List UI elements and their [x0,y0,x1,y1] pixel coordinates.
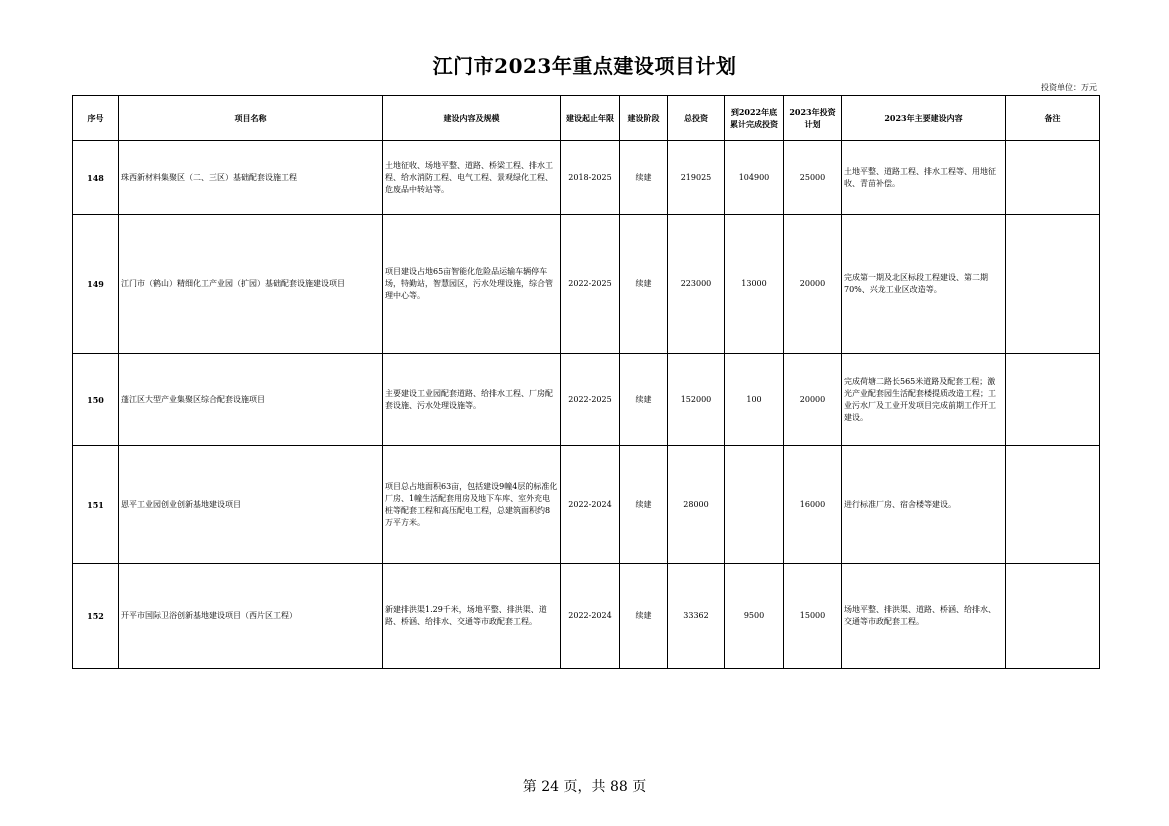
row-name: 珠西新材料集聚区（二、三区）基础配套设施工程 [119,141,383,215]
row-completed: 9500 [725,564,784,669]
row-remark [1006,354,1100,446]
unit-label: 投资单位：万元 [1041,83,1097,92]
header-completed: 到2022年底累计完成投资 [725,96,784,141]
row-stage: 续建 [620,564,668,669]
row-total: 33362 [668,564,725,669]
row-seq: 152 [73,564,119,669]
row-content: 项目建设占地65亩智能化危险品运输车辆停车场，特勤站，智慧园区，污水处理设施，综合管理中心等。 [383,215,561,354]
table-header-row [73,96,1100,141]
row-total: 223000 [668,215,725,354]
row-plan2023: 20000 [784,215,842,354]
row-period: 2022-2025 [561,215,620,354]
row-total: 28000 [668,446,725,564]
row-name: 恩平工业园创业创新基地建设项目 [119,446,383,564]
header-name: 项目名称 [119,96,383,141]
row-completed: 100 [725,354,784,446]
row-period: 2022-2024 [561,446,620,564]
project-table [72,95,1100,669]
row-completed: 13000 [725,215,784,354]
table-row [73,354,1100,446]
row-plan2023: 20000 [784,354,842,446]
page-title: 江门市2023年重点建设项目计划 [432,54,737,78]
row-period: 2022-2025 [561,354,620,446]
row-remark [1006,446,1100,564]
row-completed: 104900 [725,141,784,215]
table-row [73,141,1100,215]
row-stage: 续建 [620,141,668,215]
row-content: 主要建设工业园配套道路、给排水工程、厂房配套设施、污水处理设施等。 [383,354,561,446]
page-footer: 第 24 页，共 88 页 [522,779,647,795]
row-content: 新建排洪渠1.29千米，场地平整、排洪渠、道路、桥涵、给排水、交通等市政配套工程。 [383,564,561,669]
row-seq: 149 [73,215,119,354]
header-stage: 建设阶段 [620,96,668,141]
row-total: 152000 [668,354,725,446]
row-remark [1006,564,1100,669]
row-main2023: 完成第一期及北区标段工程建设、第二期70%、兴龙工业区改造等。 [842,215,1006,354]
row-plan2023: 16000 [784,446,842,564]
row-stage: 续建 [620,354,668,446]
header-seq: 序号 [73,96,119,141]
row-main2023: 完成荷塘二路长565米道路及配套工程；激光产业配套园生活配套楼提质改造工程；工业污水厂及工业开发项目完成前期工作开工建设。 [842,354,1006,446]
row-remark [1006,141,1100,215]
header-period: 建设起止年限 [561,96,620,141]
header-main2023: 2023年主要建设内容 [842,96,1006,141]
row-stage: 续建 [620,215,668,354]
row-period: 2018-2025 [561,141,620,215]
row-content: 土地征收、场地平整、道路、桥梁工程、排水工程、给水消防工程、电气工程、景观绿化工程、危废品中转站等。 [383,141,561,215]
row-main2023: 进行标准厂房、宿舍楼等建设。 [842,446,1006,564]
row-total: 219025 [668,141,725,215]
row-seq: 151 [73,446,119,564]
row-plan2023: 25000 [784,141,842,215]
row-period: 2022-2024 [561,564,620,669]
table-row [73,446,1100,564]
row-plan2023: 15000 [784,564,842,669]
row-seq: 148 [73,141,119,215]
header-total: 总投资 [668,96,725,141]
row-main2023: 土地平整、道路工程、排水工程等、用地征收、青苗补偿。 [842,141,1006,215]
header-remark: 备注 [1006,96,1100,141]
header-content: 建设内容及规模 [383,96,561,141]
row-name: 蓬江区大型产业集聚区综合配套设施项目 [119,354,383,446]
row-content: 项目总占地面积63亩，包括建设9幢4层的标准化厂房、1幢生活配套用房及地下车库、室外充电桩等配套工程和高压配电工程，总建筑面积约8万平方米。 [383,446,561,564]
row-name: 江门市（鹤山）精细化工产业园（扩园）基础配套设施建设项目 [119,215,383,354]
row-name: 开平市国际卫浴创新基地建设项目（西片区工程） [119,564,383,669]
row-completed [725,446,784,564]
header-plan2023: 2023年投资计划 [784,96,842,141]
row-seq: 150 [73,354,119,446]
table-row [73,215,1100,354]
row-stage: 续建 [620,446,668,564]
table-row [73,564,1100,669]
row-remark [1006,215,1100,354]
row-main2023: 场地平整、排洪渠、道路、桥涵、给排水、交通等市政配套工程。 [842,564,1006,669]
